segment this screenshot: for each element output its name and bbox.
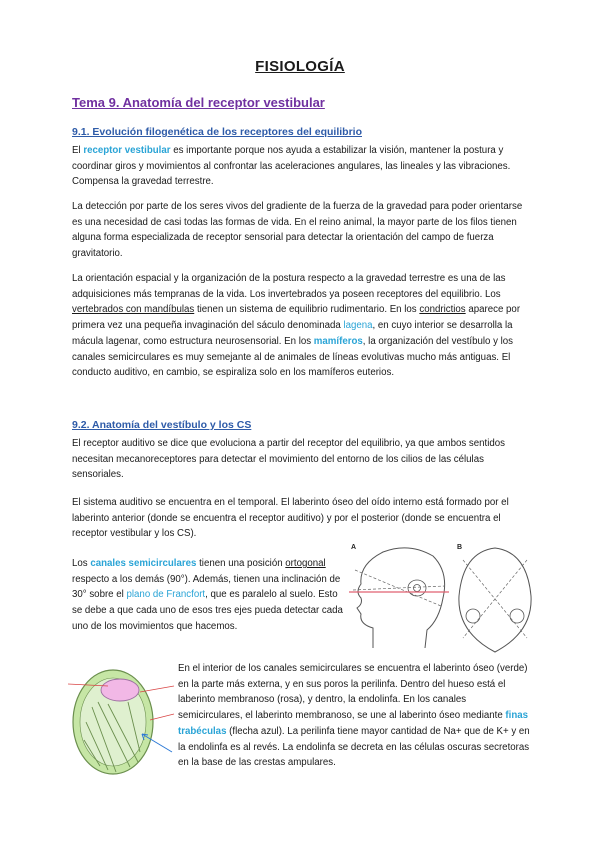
- head-profile-outline: [357, 548, 445, 648]
- term-ortogonal: ortogonal: [285, 558, 326, 569]
- figure-label-a: A: [351, 544, 357, 551]
- label-line-red-3: [150, 714, 174, 720]
- figure-label-b: B: [457, 544, 463, 551]
- term-vertebrados: vertebrados con mandíbulas: [72, 304, 195, 316]
- semicircular-canal-a: [414, 585, 421, 592]
- document-title: FISIOLOGÍA: [255, 58, 345, 75]
- paragraph-receptor-auditivo: El receptor auditivo se dice que evoluciona a partir del receptor del equilibrio, ya que ambos sentidos necesitan mecanoreceptores para detectar el movimiento del entorno de los cilios de las células sensoriales.: [72, 438, 505, 481]
- term-receptor-vestibular: receptor vestibular: [83, 145, 171, 156]
- paragraph-orientacion: La orientación espacial y la organización de la postura respecto a la gravedad terrestre es una de las adquisiciones más tempranas de la vida. Los invertebrados ya poseen receptores del equilibrio. Los vertebrados con mandíbulas tienen un sistema de equilibrio rudimentario. En los condrictios aparece por primera vez una pequeña invaginación del sáculo denominada lagena, en cuyo interior se desarrolla la mácula lagenar, como estructura neurosensorial. En los mamíferos, la organización del vestíbulo y los canales semicirculares es muy semejante al de animales de líneas evolutivas mucho más antiguas. El conducto auditivo, en cambio, se espiraliza solo en los mamíferos euterios.: [72, 273, 521, 379]
- paragraph-canales-semicirculares: Los canales semicirculares tienen una posición ortogonal respecto a los demás (90°). Además, tienen una inclinación de 30° sobre el plano de Francfort, que es paralelo al suelo. Esto se debe a que cada uno de esos tres ejes pueda detectar cada uno de los movimientos que hacemos.: [72, 558, 343, 632]
- paragraph-sistema-auditivo: El sistema auditivo se encuentra en el temporal. El laberinto óseo del oído interno está formado por el laberinto anterior (donde se encuentra el receptor auditivo) y por el posterior (donde se encuentra el receptor vestibular y los CS).: [72, 497, 509, 540]
- section-heading-9-2: 9.2. Anatomía del vestíbulo y los CS: [72, 419, 252, 431]
- term-lagena: lagena: [343, 320, 373, 332]
- term-canales-semicirculares: canales semicirculares: [90, 558, 197, 569]
- semicircular-canal-b-right: [510, 609, 524, 623]
- label-line-red-2: [140, 686, 174, 692]
- canal-cross-section-figure: [68, 662, 176, 782]
- paragraph-gravedad: La detección por parte de los seres vivos del gradiente de la fuerza de la gravedad para poder orientarse es una necesidad de casi todas las formas de vida. En el reino animal, la mayor parte de los filos tienen alguna forma especializada de receptor sensorial para detectar la orientación del campo de fuerza gravitatorio.: [72, 201, 523, 260]
- paragraph-receptor-vestibular: El receptor vestibular es importante porque nos ayuda a estabilizar la visión, mantener la postura y coordinar giros y movimientos al confrontar las aceleraciones angulares, las lineales y las vibraciones. Compensa la gravedad terrestre.: [72, 145, 511, 188]
- paragraph-laberinto: En el interior de los canales semicirculares se encuentra el laberinto óseo (verde) en la parte más externa, y en sus poros la perilinfa. Dentro del hueso está el laberinto membranoso (rosa), y dentro, la endolinfa. En los canales semicirculares, el laberinto membranoso, se une al laberinto óseo mediante finas trabéculas (flecha azul). La perilinfa tiene mayor cantidad de Na+ que de K+ y en la endolinfa es al revés. La endolinfa se decreta en las células oscuras secretoras en la base de las crestas ampulares.: [178, 663, 530, 769]
- term-condrictios: condrictios: [419, 304, 466, 316]
- term-mamiferos: mamíferos: [313, 335, 363, 347]
- membranous-labyrinth: [101, 679, 139, 701]
- head-top-outline: [459, 548, 531, 652]
- semicircular-canal-b-left: [466, 609, 480, 623]
- plane-line-a2: [353, 586, 445, 590]
- term-finas-trabeculas: finas trabéculas: [178, 710, 529, 737]
- tema-title: Tema 9. Anatomía del receptor vestibular: [72, 95, 325, 110]
- head-planes-figure: [345, 540, 540, 655]
- term-plano-francfort: plano de Francfort: [126, 589, 206, 601]
- section-heading-9-1: 9.1. Evolución filogenética de los receptores del equilibrio: [72, 126, 362, 138]
